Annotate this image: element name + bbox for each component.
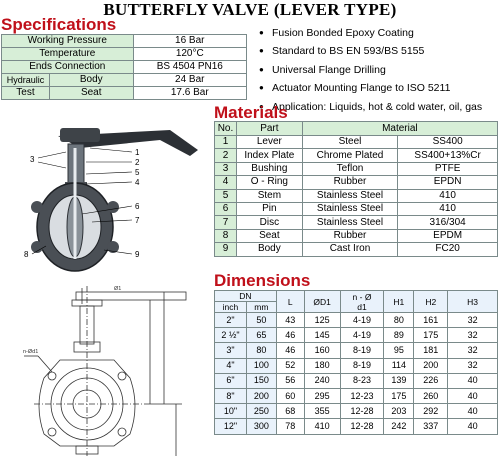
cell: Steel <box>302 136 398 149</box>
cell: 60 <box>276 388 304 403</box>
cell: 80 <box>384 313 414 328</box>
cell: Stainless Steel <box>302 202 398 215</box>
drawing-label: n-Ød1 <box>23 349 39 355</box>
cell: 292 <box>414 404 448 419</box>
materials-table <box>214 121 498 257</box>
cell: 89 <box>384 328 414 343</box>
cell: Bushing <box>236 162 302 175</box>
drawing-label: Ø1 <box>114 286 122 292</box>
cell: 6" <box>215 373 247 388</box>
cell: 80 <box>246 343 276 358</box>
cell: 300 <box>246 419 276 434</box>
cell: SS400+13%Cr <box>398 149 498 162</box>
spec-value: 24 Bar <box>133 74 246 87</box>
callout-label: 1 <box>135 148 140 157</box>
cell: Index Plate <box>236 149 302 162</box>
spec-label: Body <box>49 74 133 87</box>
column-header: No. <box>215 122 237 136</box>
column-header: Part <box>236 122 302 136</box>
cell: 160 <box>304 343 340 358</box>
cell: 6 <box>215 202 237 215</box>
cell: EPDM <box>398 229 498 242</box>
cell: 100 <box>246 358 276 373</box>
cell: Stem <box>236 189 302 202</box>
table-row <box>215 343 498 358</box>
cell: Stainless Steel <box>302 189 398 202</box>
cell: 226 <box>414 373 448 388</box>
cell: 8-19 <box>340 343 384 358</box>
cell: Cast Iron <box>302 243 398 256</box>
cell: 4" <box>215 358 247 373</box>
table-row <box>215 202 498 215</box>
cell: Rubber <box>302 229 398 242</box>
callout-label: 5 <box>135 168 140 177</box>
table-row <box>2 87 247 100</box>
dimensions-body <box>215 313 498 435</box>
cell: 260 <box>414 388 448 403</box>
cell: 161 <box>414 313 448 328</box>
specifications-heading-text: Specifications <box>1 15 117 34</box>
valve-isometric-drawing <box>20 122 200 282</box>
cell: 12-23 <box>340 388 384 403</box>
header-line: d1 <box>357 301 367 312</box>
cell: 242 <box>384 419 414 434</box>
cell: 68 <box>276 404 304 419</box>
cell: EPDN <box>398 176 498 189</box>
column-header: L <box>276 291 304 313</box>
table-row <box>2 48 247 61</box>
cell: 10" <box>215 404 247 419</box>
cell: PTFE <box>398 162 498 175</box>
cell: 203 <box>384 404 414 419</box>
column-header: H3 <box>448 291 498 313</box>
column-header: inch <box>215 302 247 313</box>
table-row <box>215 136 498 149</box>
cell: O - Ring <box>236 176 302 189</box>
spec-value: 16 Bar <box>133 35 246 48</box>
column-header: DN <box>215 291 277 302</box>
table-row <box>215 404 498 419</box>
list-item: ● Standard to BS EN 593/BS 5155 <box>256 42 500 60</box>
callout-label: 3 <box>30 155 35 164</box>
cell: Seat <box>236 229 302 242</box>
cell: SS400 <box>398 136 498 149</box>
cell: 95 <box>384 343 414 358</box>
cell: 52 <box>276 358 304 373</box>
list-item: ● Universal Flange Drilling <box>256 61 500 79</box>
cell: 9 <box>215 243 237 256</box>
cell: Rubber <box>302 176 398 189</box>
spec-value: BS 4504 PN16 <box>133 61 246 74</box>
dimensions-table <box>214 290 498 435</box>
cell: 46 <box>276 328 304 343</box>
cell: 316/304 <box>398 216 498 229</box>
cell: 200 <box>414 358 448 373</box>
table-row <box>215 373 498 388</box>
callout-label: 8 <box>24 250 29 259</box>
table-row <box>215 388 498 403</box>
cell: 150 <box>246 373 276 388</box>
index-plate <box>60 128 100 142</box>
cell: 46 <box>276 343 304 358</box>
cell: Stainless Steel <box>302 216 398 229</box>
cell: Teflon <box>302 162 398 175</box>
cell: 250 <box>246 404 276 419</box>
cell: 3 <box>215 162 237 175</box>
table-row <box>2 61 247 74</box>
table-row <box>215 419 498 434</box>
cell: 8 <box>215 229 237 242</box>
cell: 8" <box>215 388 247 403</box>
cell: 8-23 <box>340 373 384 388</box>
cell: 337 <box>414 419 448 434</box>
cell: Disc <box>236 216 302 229</box>
cell: 410 <box>304 419 340 434</box>
callout-label: 9 <box>135 250 140 259</box>
cell: 295 <box>304 388 340 403</box>
cell: 8-19 <box>340 358 384 373</box>
column-header: mm <box>246 302 276 313</box>
column-header: ØD1 <box>304 291 340 313</box>
dimensions-heading-text: Dimensions <box>214 271 311 290</box>
table-row <box>215 313 498 328</box>
specifications-table <box>1 34 247 100</box>
table-row <box>215 149 498 162</box>
callout-label: 2 <box>135 158 140 167</box>
cell: 7 <box>215 216 237 229</box>
cell: 175 <box>414 328 448 343</box>
dimensions-heading <box>214 271 310 291</box>
cell: 125 <box>304 313 340 328</box>
cell: 4-19 <box>340 313 384 328</box>
spec-value: 120°C <box>133 48 246 61</box>
spec-label: Seat <box>49 87 133 100</box>
list-item: ● Fusion Bonded Epoxy Coating <box>256 24 500 42</box>
table-row <box>215 162 498 175</box>
table-row <box>215 176 498 189</box>
cell: 40 <box>448 404 498 419</box>
table-row <box>2 74 247 87</box>
cell: 40 <box>448 373 498 388</box>
list-item: ● Actuator Mounting Flange to ISO 5211 <box>256 79 500 97</box>
cell: Body <box>236 243 302 256</box>
table-row <box>2 35 247 48</box>
cell: 181 <box>414 343 448 358</box>
cell: 32 <box>448 313 498 328</box>
cell: 4-19 <box>340 328 384 343</box>
cell: 3" <box>215 343 247 358</box>
table-row <box>215 328 498 343</box>
cell: 2 ½" <box>215 328 247 343</box>
cell: 4 <box>215 176 237 189</box>
cell: Lever <box>236 136 302 149</box>
materials-heading <box>214 103 288 123</box>
header-line: n - Ø <box>352 291 372 302</box>
cell: 32 <box>448 358 498 373</box>
cell: 2 <box>215 149 237 162</box>
cell: 2" <box>215 313 247 328</box>
spec-label: Test <box>2 87 50 100</box>
spec-label: Ends Connection <box>2 61 134 74</box>
cell: 114 <box>384 358 414 373</box>
column-header: Material <box>302 122 497 136</box>
callout-label: 4 <box>135 178 140 187</box>
cell: 12-28 <box>340 419 384 434</box>
cell: FC20 <box>398 243 498 256</box>
cell: 355 <box>304 404 340 419</box>
feature-list <box>256 24 500 116</box>
callout-label: 6 <box>135 202 140 211</box>
column-header <box>340 291 384 313</box>
spec-label: Working Pressure <box>2 35 134 48</box>
specifications-heading <box>1 15 116 35</box>
column-header: H1 <box>384 291 414 313</box>
cell: 43 <box>276 313 304 328</box>
column-header: H2 <box>414 291 448 313</box>
cell: 410 <box>398 202 498 215</box>
cell: 5 <box>215 189 237 202</box>
cell: 40 <box>448 419 498 434</box>
cell: Chrome Plated <box>302 149 398 162</box>
cell: 1 <box>215 136 237 149</box>
cell: 145 <box>304 328 340 343</box>
cell: 78 <box>276 419 304 434</box>
cell: 65 <box>246 328 276 343</box>
cell: 180 <box>304 358 340 373</box>
cell: 32 <box>448 328 498 343</box>
table-row <box>215 243 498 256</box>
list-item: ● Application: Liquids, hot & cold water, oil, gas <box>256 98 500 116</box>
cell: 139 <box>384 373 414 388</box>
cell: 32 <box>448 343 498 358</box>
table-row <box>215 229 498 242</box>
table-header-row <box>215 122 498 136</box>
cell: 410 <box>398 189 498 202</box>
table-row <box>215 189 498 202</box>
table-row <box>215 358 498 373</box>
cell: 56 <box>276 373 304 388</box>
table-header-row <box>215 291 498 302</box>
materials-heading-text: Materials <box>214 103 288 122</box>
page-title: BUTTERFLY VALVE (LEVER TYPE) <box>103 0 397 19</box>
valve-technical-drawing <box>14 286 194 458</box>
cell: 40 <box>448 388 498 403</box>
callout-label: 7 <box>135 216 140 225</box>
spec-label: Hydraulic <box>2 74 50 87</box>
cell: 12-28 <box>340 404 384 419</box>
cell: 200 <box>246 388 276 403</box>
cell: 50 <box>246 313 276 328</box>
cell: 12" <box>215 419 247 434</box>
cell: 240 <box>304 373 340 388</box>
table-row <box>215 216 498 229</box>
spec-value: 17.6 Bar <box>133 87 246 100</box>
cell: 175 <box>384 388 414 403</box>
cell: Pin <box>236 202 302 215</box>
spec-label: Temperature <box>2 48 134 61</box>
